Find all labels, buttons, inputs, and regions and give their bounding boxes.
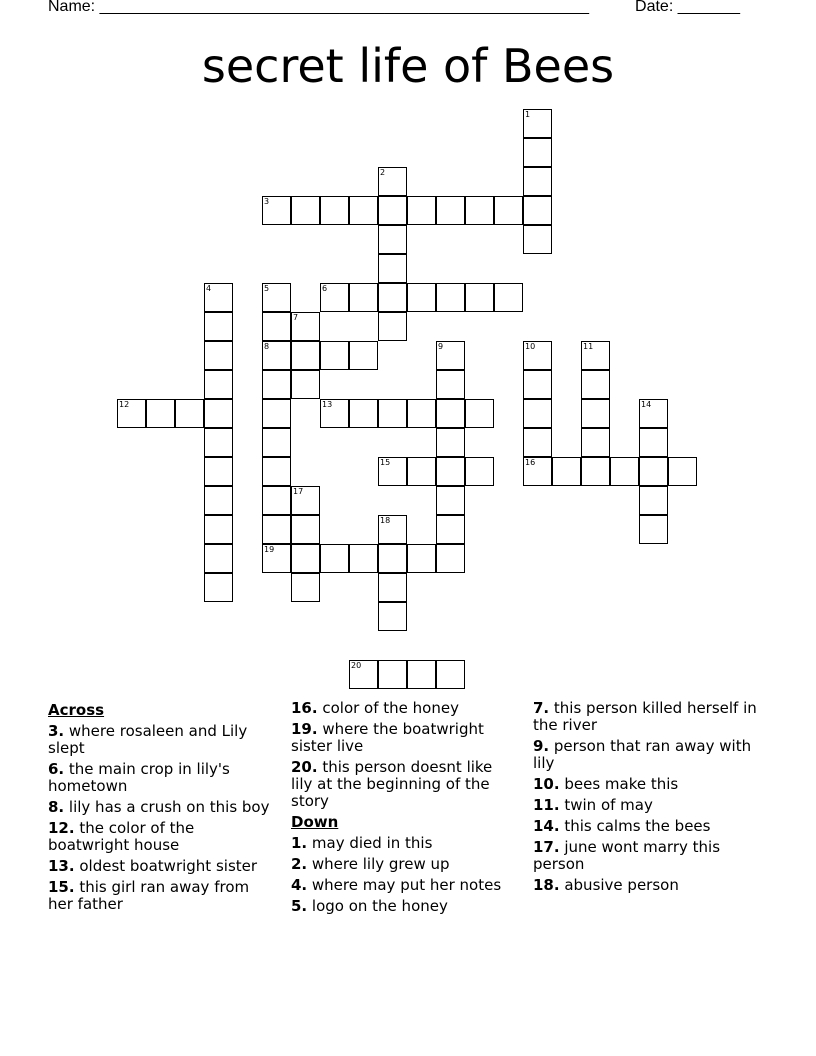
crossword-cell[interactable] [639, 428, 668, 457]
clue-item-number: 9. [533, 737, 550, 755]
crossword-cell[interactable] [262, 312, 291, 341]
crossword-cell[interactable] [465, 196, 494, 225]
crossword-cell[interactable] [378, 457, 407, 486]
clue-item-number: 14. [533, 817, 560, 835]
across-heading: Across [48, 701, 105, 719]
crossword-cell[interactable] [378, 225, 407, 254]
crossword-cell[interactable] [407, 283, 436, 312]
crossword-cell[interactable] [291, 196, 320, 225]
crossword-cell[interactable] [175, 399, 204, 428]
crossword-cell[interactable] [349, 399, 378, 428]
clue-item-text: this person killed herself in the river [533, 699, 757, 734]
clue-item-text: this person doesnt like lily at the beginning of the story [291, 758, 493, 810]
crossword-cell[interactable] [407, 399, 436, 428]
crossword-cell[interactable] [552, 457, 581, 486]
clue-item-number: 8. [48, 798, 65, 816]
clue-item-text: logo on the honey [307, 897, 448, 915]
crossword-cell[interactable] [436, 341, 465, 370]
crossword-cell[interactable] [378, 544, 407, 573]
crossword-cell[interactable] [262, 428, 291, 457]
clue-item-text: where lily grew up [307, 855, 450, 873]
crossword-cell[interactable] [204, 428, 233, 457]
clue-number: 13 [322, 400, 333, 409]
clue-item-text: june wont marry this person [533, 838, 721, 873]
crossword-cell[interactable] [262, 486, 291, 515]
crossword-cell[interactable] [436, 399, 465, 428]
crossword-cell[interactable] [378, 399, 407, 428]
crossword-cell[interactable] [262, 370, 291, 399]
clue-item-text: oldest boatwright sister [74, 857, 258, 875]
clue-item-text: where the boatwright sister live [291, 720, 484, 755]
clue-item-number: 3. [48, 722, 65, 740]
clue-number: 14 [641, 400, 652, 409]
name-field[interactable]: Name: _______________________________________________________ [48, 0, 589, 15]
clue-item-number: 2. [291, 855, 308, 873]
clue-item-number: 15. [48, 878, 75, 896]
clue-number: 20 [351, 661, 362, 670]
clue-item-text: color of the honey [317, 699, 459, 717]
crossword-cell[interactable] [117, 399, 146, 428]
crossword-cell[interactable] [349, 341, 378, 370]
clue-item [533, 700, 763, 734]
crossword-cell[interactable] [378, 196, 407, 225]
crossword-cell[interactable] [407, 544, 436, 573]
crossword-cell[interactable] [378, 602, 407, 631]
clue-item [533, 839, 763, 873]
crossword-cell[interactable] [523, 196, 552, 225]
clue-item [291, 700, 517, 717]
down-heading: Down [291, 813, 339, 831]
clue-item [533, 738, 763, 772]
clue-item-number: 4. [291, 876, 308, 894]
crossword-cell[interactable] [291, 486, 320, 515]
crossword-cell[interactable] [204, 573, 233, 602]
clue-item-text: this girl ran away from her father [48, 878, 250, 913]
crossword-cell[interactable] [320, 341, 349, 370]
clue-item-text: bees make this [559, 775, 679, 793]
clue-item [48, 820, 274, 854]
crossword-cell[interactable] [639, 515, 668, 544]
clue-number: 5 [264, 284, 270, 293]
crossword-cell[interactable] [291, 544, 320, 573]
clue-item [291, 877, 517, 894]
crossword-cell[interactable] [407, 196, 436, 225]
crossword-cell[interactable] [494, 196, 523, 225]
crossword-cell[interactable] [378, 167, 407, 196]
crossword-cell[interactable] [378, 660, 407, 689]
clue-item-text: the main crop in lily's hometown [48, 760, 230, 795]
crossword-cell[interactable] [465, 399, 494, 428]
clue-item [533, 818, 763, 835]
crossword-cell[interactable] [320, 196, 349, 225]
crossword-cell[interactable] [378, 254, 407, 283]
crossword-cell[interactable] [523, 370, 552, 399]
crossword-cell[interactable] [436, 428, 465, 457]
clue-item [48, 858, 274, 875]
crossword-cell[interactable] [581, 457, 610, 486]
clue-item-number: 16. [291, 699, 318, 717]
crossword-cell[interactable] [320, 399, 349, 428]
crossword-cell[interactable] [378, 573, 407, 602]
clues-column-3 [533, 700, 763, 898]
crossword-cell[interactable] [523, 399, 552, 428]
crossword-cell[interactable] [523, 428, 552, 457]
crossword-cell[interactable] [204, 457, 233, 486]
clue-number: 3 [264, 197, 270, 206]
clue-number: 19 [264, 545, 275, 554]
crossword-cell[interactable] [204, 370, 233, 399]
clue-item [533, 776, 763, 793]
crossword-cell[interactable] [523, 457, 552, 486]
clue-number: 4 [206, 284, 212, 293]
clue-item-number: 10. [533, 775, 560, 793]
crossword-cell[interactable] [262, 341, 291, 370]
crossword-cell[interactable] [581, 370, 610, 399]
clue-item-number: 13. [48, 857, 75, 875]
crossword-cell[interactable] [581, 399, 610, 428]
crossword-cell[interactable] [436, 457, 465, 486]
clue-item-number: 1. [291, 834, 308, 852]
crossword-cell[interactable] [204, 544, 233, 573]
clue-item-text: twin of may [559, 796, 653, 814]
clue-item-text: person that ran away with lily [533, 737, 752, 772]
crossword-cell[interactable] [668, 457, 697, 486]
clue-item-number: 20. [291, 758, 318, 776]
crossword-cell[interactable] [349, 544, 378, 573]
clue-item-text: where rosaleen and Lily slept [48, 722, 248, 757]
clue-item-number: 19. [291, 720, 318, 738]
crossword-cell[interactable] [204, 515, 233, 544]
clue-item-number: 12. [48, 819, 75, 837]
clue-item-text: may died in this [307, 834, 433, 852]
crossword-cell[interactable] [494, 283, 523, 312]
crossword-cell[interactable] [320, 283, 349, 312]
clue-item [291, 721, 517, 755]
crossword-cell[interactable] [349, 660, 378, 689]
crossword-cell[interactable] [407, 457, 436, 486]
clue-number: 17 [293, 487, 304, 496]
clues-column-2 [291, 700, 517, 919]
crossword-cell[interactable] [436, 283, 465, 312]
crossword-cell[interactable] [436, 486, 465, 515]
crossword-cell[interactable] [436, 515, 465, 544]
crossword-cell[interactable] [291, 312, 320, 341]
clue-number: 11 [583, 342, 594, 351]
crossword-cell[interactable] [581, 341, 610, 370]
crossword-cell[interactable] [291, 341, 320, 370]
clue-item [291, 856, 517, 873]
crossword-cell[interactable] [639, 486, 668, 515]
crossword-cell[interactable] [465, 283, 494, 312]
crossword-cell[interactable] [320, 544, 349, 573]
clue-number: 16 [525, 458, 536, 467]
clue-item-text: lily has a crush on this boy [64, 798, 270, 816]
crossword-cell[interactable] [262, 515, 291, 544]
clue-item-number: 5. [291, 897, 308, 915]
clue-number: 6 [322, 284, 328, 293]
page-title: secret life of Bees [201, 39, 615, 93]
clue-number: 9 [438, 342, 444, 351]
crossword-cell[interactable] [523, 341, 552, 370]
crossword-cell[interactable] [349, 283, 378, 312]
crossword-cell[interactable] [581, 428, 610, 457]
crossword-cell[interactable] [639, 457, 668, 486]
crossword-cell[interactable] [436, 544, 465, 573]
crossword-cell[interactable] [436, 196, 465, 225]
crossword-cell[interactable] [291, 573, 320, 602]
crossword-cell[interactable] [204, 283, 233, 312]
clue-item [291, 759, 517, 810]
clue-number: 8 [264, 342, 270, 351]
clue-item [291, 898, 517, 915]
crossword-cell[interactable] [262, 544, 291, 573]
crossword-cell[interactable] [378, 515, 407, 544]
clue-item-text: where may put her notes [307, 876, 502, 894]
crossword-cell[interactable] [146, 399, 175, 428]
crossword-cell[interactable] [465, 457, 494, 486]
crossword-cell[interactable] [523, 109, 552, 138]
crossword-cell[interactable] [204, 399, 233, 428]
clue-number: 2 [380, 168, 386, 177]
clue-number: 10 [525, 342, 536, 351]
crossword-cell[interactable] [204, 486, 233, 515]
date-field[interactable]: Date: _______ [635, 0, 740, 15]
clue-item-text: this calms the bees [559, 817, 711, 835]
clue-item-text: abusive person [559, 876, 679, 894]
clue-number: 12 [119, 400, 130, 409]
crossword-cell[interactable] [262, 196, 291, 225]
crossword-cell[interactable] [204, 341, 233, 370]
clue-number: 18 [380, 516, 391, 525]
crossword-cell[interactable] [639, 399, 668, 428]
clue-item [533, 877, 763, 894]
clue-item-number: 17. [533, 838, 560, 856]
crossword-cell[interactable] [523, 167, 552, 196]
crossword-cell[interactable] [436, 370, 465, 399]
crossword-cell[interactable] [291, 515, 320, 544]
clue-item-text: the color of the boatwright house [48, 819, 195, 854]
clue-item-number: 11. [533, 796, 560, 814]
crossword-cell[interactable] [349, 196, 378, 225]
clue-item [291, 835, 517, 852]
crossword-cell[interactable] [378, 283, 407, 312]
clue-item [48, 761, 274, 795]
clue-item-number: 18. [533, 876, 560, 894]
crossword-cell[interactable] [407, 660, 436, 689]
crossword-cell[interactable] [262, 399, 291, 428]
crossword-cell[interactable] [523, 225, 552, 254]
clue-item-number: 6. [48, 760, 65, 778]
clue-item-number: 7. [533, 699, 550, 717]
crossword-cell[interactable] [378, 312, 407, 341]
clue-number: 1 [525, 110, 531, 119]
clue-item [48, 723, 274, 757]
crossword-cell[interactable] [204, 312, 233, 341]
clue-item [48, 879, 274, 913]
crossword-cell[interactable] [610, 457, 639, 486]
clue-item [533, 797, 763, 814]
clue-number: 15 [380, 458, 391, 467]
crossword-cell[interactable] [262, 457, 291, 486]
crossword-cell[interactable] [262, 283, 291, 312]
crossword-cell[interactable] [436, 660, 465, 689]
clues-column-1 [48, 700, 274, 917]
clue-number: 7 [293, 313, 299, 322]
clue-item [48, 799, 274, 816]
crossword-cell[interactable] [291, 370, 320, 399]
crossword-cell[interactable] [523, 138, 552, 167]
